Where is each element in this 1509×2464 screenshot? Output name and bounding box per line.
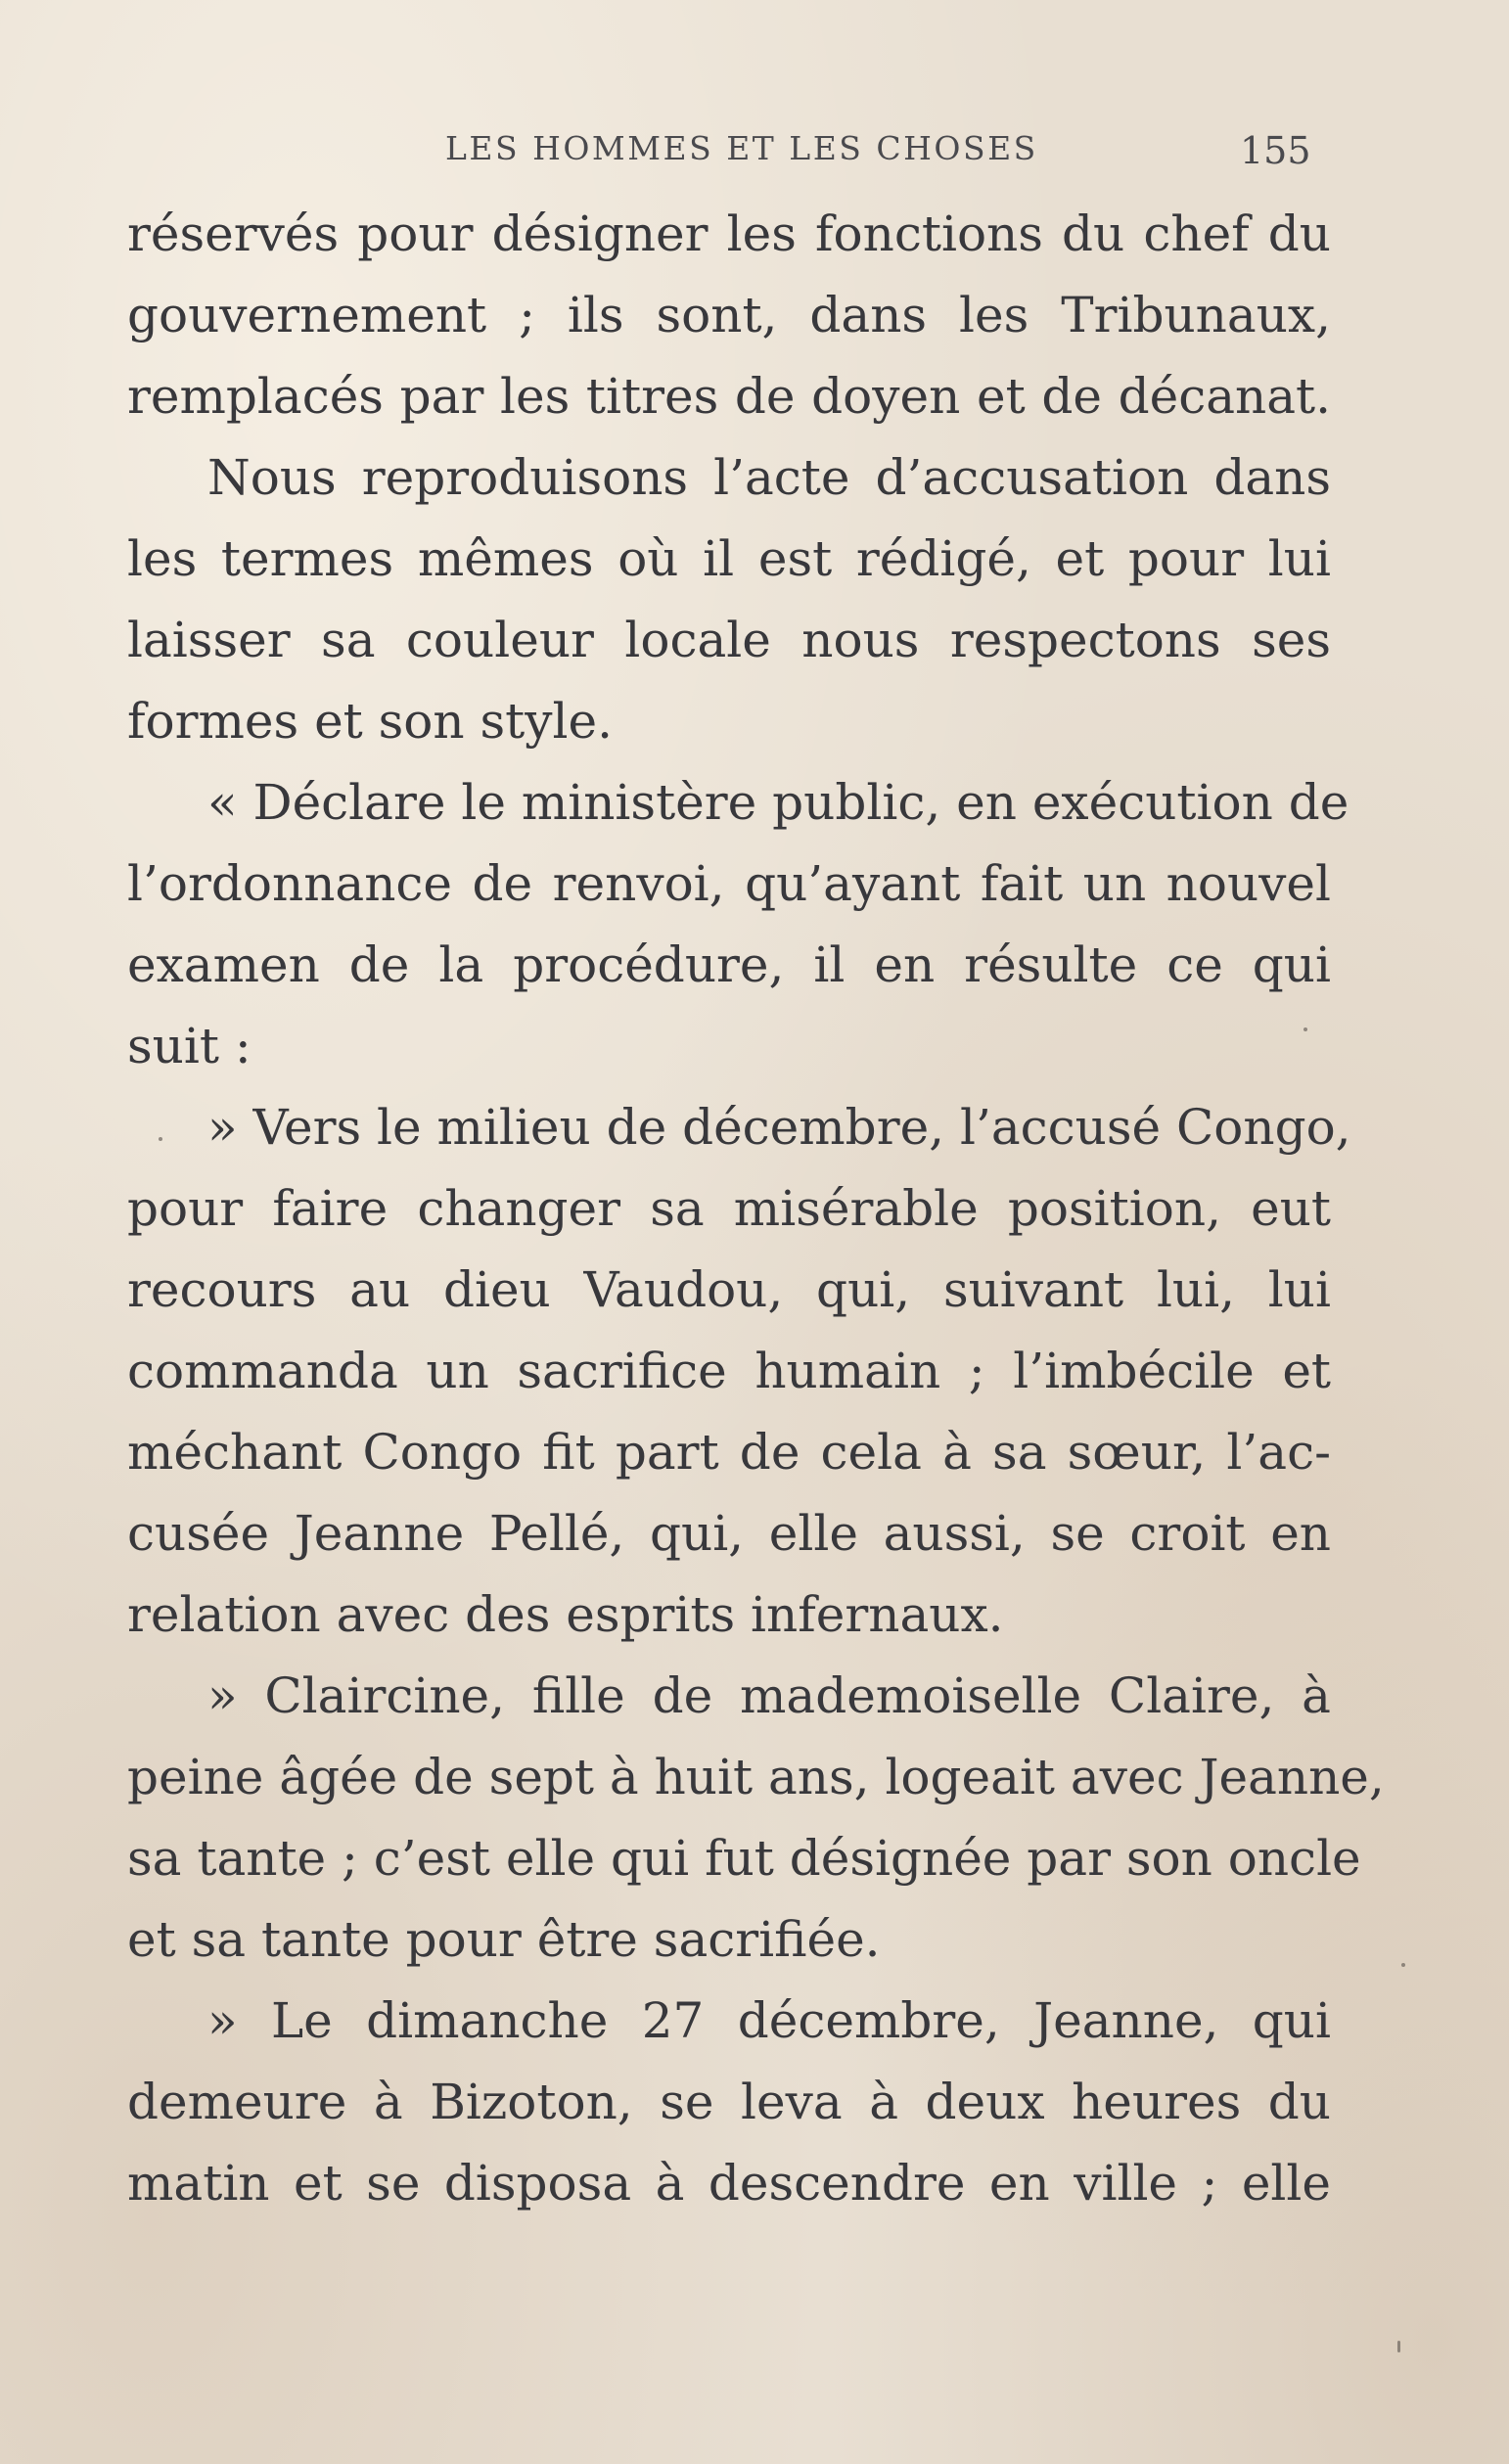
- paragraph-start-line: « Déclare le ministère public, en exécution de: [207, 774, 1349, 831]
- text-line: suit :: [127, 1018, 252, 1074]
- paragraph-start-line: » Le dimanche 27 décembre, Jeanne, qui: [207, 1992, 1331, 2049]
- paragraph-start-line: » Vers le milieu de décembre, l’accusé Congo,: [207, 1099, 1351, 1156]
- text-line: et sa tante pour être sacrifiée.: [127, 1911, 881, 1968]
- text-line: réservés pour désigner les fonctions du chef du: [127, 205, 1331, 262]
- text-line: les termes mêmes où il est rédigé, et pour lui: [127, 530, 1331, 587]
- text-line: pour faire changer sa misérable position, eut: [127, 1180, 1331, 1237]
- paragraph-start-line: » Claircine, fille de mademoiselle Claire, à: [207, 1667, 1331, 1724]
- text-line: laisser sa couleur locale nous respectons ses: [127, 612, 1331, 668]
- text-line: demeure à Bizoton, se leva à deux heures du: [127, 2074, 1331, 2130]
- text-line: matin et se disposa à descendre en ville ; elle: [127, 2155, 1331, 2212]
- page-number: 155: [1240, 129, 1311, 172]
- text-line: méchant Congo fit part de cela à sa sœur, l’ac-: [127, 1424, 1331, 1481]
- text-line: remplacés par les titres de doyen et de décanat.: [127, 368, 1331, 425]
- text-line: commanda un sacrifice humain ; l’imbécile et: [127, 1343, 1331, 1399]
- text-line: gouvernement ; ils sont, dans les Tribunaux,: [127, 287, 1331, 343]
- text-line: sa tante ; c’est elle qui fut désignée par son oncle: [127, 1830, 1361, 1887]
- text-line: l’ordonnance de renvoi, qu’ayant fait un nouvel: [127, 855, 1331, 912]
- text-line: peine âgée de sept à huit ans, logeait avec Jeanne,: [127, 1749, 1385, 1805]
- body-text: [127, 194, 1385, 2224]
- paper-speck: [159, 1137, 162, 1141]
- paper-speck: [1401, 1963, 1405, 1967]
- text-line: examen de la procédure, il en résulte ce qui: [127, 936, 1331, 993]
- paper-speck: [1303, 1027, 1307, 1031]
- text-line: recours au dieu Vaudou, qui, suivant lui, lui: [127, 1261, 1331, 1318]
- text-line: formes et son style.: [127, 693, 613, 750]
- running-title: LES HOMMES ET LES CHOSES: [445, 129, 1038, 167]
- paragraph-start-line: Nous reproduisons l’acte d’accusation dans: [207, 449, 1331, 506]
- text-line: cusée Jeanne Pellé, qui, elle aussi, se croit en: [127, 1505, 1331, 1562]
- paper-speck: [1397, 2341, 1400, 2352]
- page-header: [445, 129, 1326, 178]
- text-line: relation avec des esprits infernaux.: [127, 1586, 1004, 1643]
